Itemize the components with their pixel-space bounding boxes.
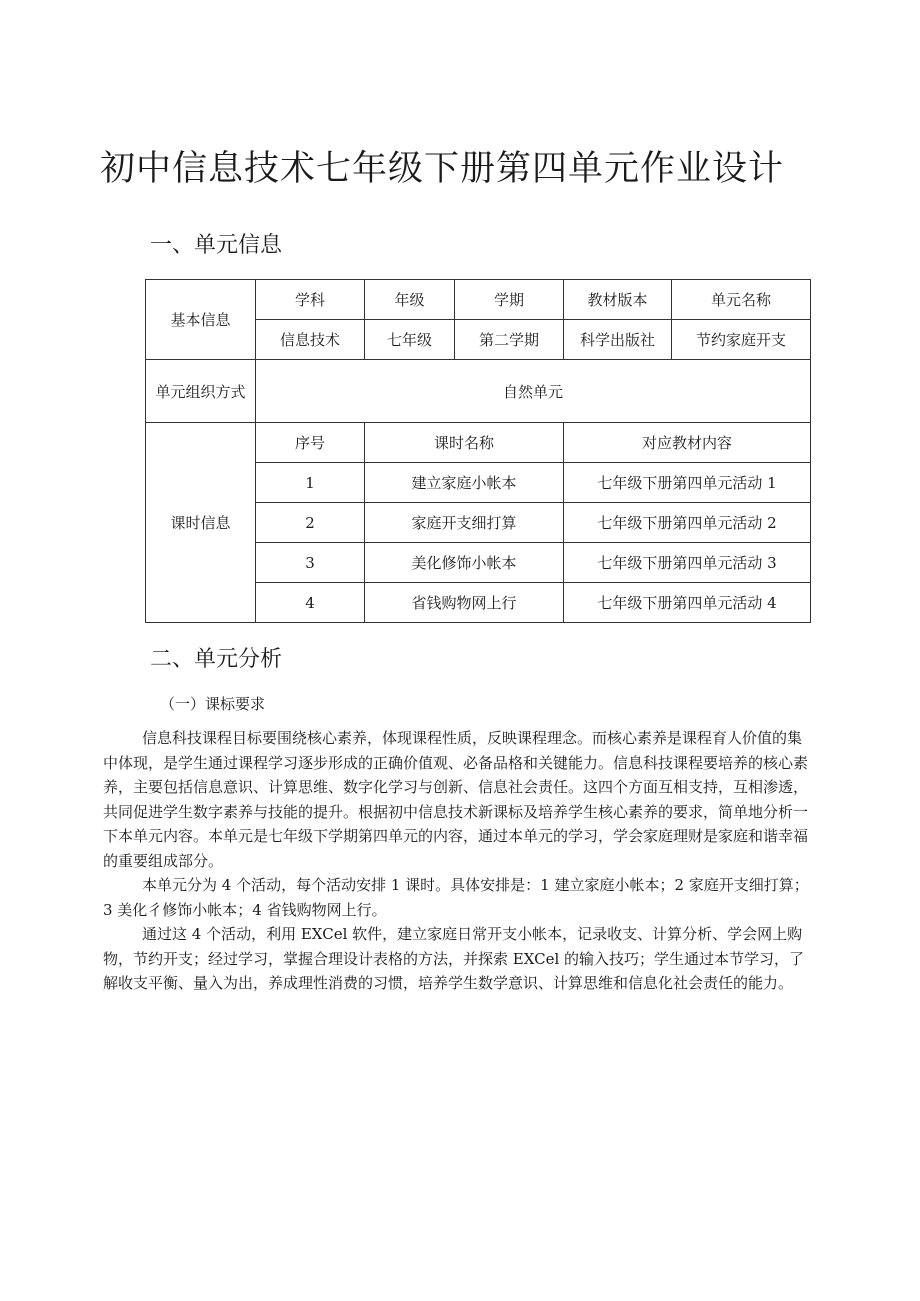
value-textbook: 科学出版社 — [564, 320, 672, 360]
lesson-name: 建立家庭小帐本 — [365, 463, 564, 503]
value-unit-name: 节约家庭开支 — [672, 320, 811, 360]
header-subject: 学科 — [256, 280, 365, 320]
lesson-content: 七年级下册第四单元活动 3 — [564, 543, 811, 583]
analysis-body — [103, 726, 810, 996]
paragraph: 信息科技课程目标要围绕核心素养，体现课程性质，反映课程理念。而核心素养是课程育人价值的集中体现，是学生通过课程学习逐步形成的正确价值观、必备品格和关键能力。信息科技课程要培养的核心素养，主要包括信息意识、计算思维、数字化学习与创新、信息社会责任。这四个方面互相支持，互相渗透，共同促进学生数字素养与技能的提升。根据初中信息技术新课标及培养学生核心素养的要求，简单地分析一下本单元内容。本单元是七年级下学期第四单元的内容，通过本单元的学习，学会家庭理财是家庭和谐幸福的重要组成部分。 — [103, 729, 809, 870]
table-row — [146, 423, 811, 463]
value-subject: 信息技术 — [256, 320, 365, 360]
section-heading-unit-info: 一、单元信息 — [150, 233, 283, 258]
header-lesson-no: 序号 — [256, 423, 365, 463]
lesson-no: 4 — [256, 583, 365, 623]
value-grade: 七年级 — [365, 320, 455, 360]
lesson-content: 七年级下册第四单元活动 1 — [564, 463, 811, 503]
table-row — [146, 360, 811, 423]
header-lesson-name: 课时名称 — [365, 423, 564, 463]
section-heading-unit-analysis: 二、单元分析 — [150, 647, 283, 672]
lesson-no: 3 — [256, 543, 365, 583]
lesson-name: 美化修饰小帐本 — [365, 543, 564, 583]
header-grade: 年级 — [365, 280, 455, 320]
table-row — [146, 280, 811, 320]
header-lesson-content: 对应教材内容 — [564, 423, 811, 463]
page-title: 初中信息技术七年级下册第四单元作业设计 — [100, 149, 785, 190]
header-unit-name: 单元名称 — [672, 280, 811, 320]
lesson-no: 2 — [256, 503, 365, 543]
paragraph: 通过这 4 个活动，利用 EXCel 软件，建立家庭日常开支小帐本，记录收支、计算分析、学会网上购物，节约开支；经过学习，掌握合理设计表格的方法，并探索 EXCel 的输入技巧；学生通过本节学习，了解收支平衡、量入为出，养成理性消费的习惯，培养学生数学意识、计算思维和信息化社会责任的能力。 — [103, 925, 805, 992]
lessons-label: 课时信息 — [146, 423, 256, 623]
basic-info-label: 基本信息 — [146, 280, 256, 360]
lesson-content: 七年级下册第四单元活动 4 — [564, 583, 811, 623]
header-textbook: 教材版本 — [564, 280, 672, 320]
unit-info-table — [145, 279, 811, 623]
subsection-heading-curriculum: （一）课标要求 — [160, 695, 266, 713]
organization-value: 自然单元 — [256, 360, 811, 423]
paragraph: 本单元分为 4 个活动，每个活动安排 1 课时。具体安排是：1 建立家庭小帐本；2 家庭开支细打算；3 美化彳修饰小帐本；4 省钱购物网上行。 — [103, 876, 809, 919]
header-semester: 学期 — [455, 280, 564, 320]
lesson-no: 1 — [256, 463, 365, 503]
lesson-name: 家庭开支细打算 — [365, 503, 564, 543]
organization-label: 单元组织方式 — [146, 360, 256, 423]
lesson-content: 七年级下册第四单元活动 2 — [564, 503, 811, 543]
value-semester: 第二学期 — [455, 320, 564, 360]
lesson-name: 省钱购物网上行 — [365, 583, 564, 623]
